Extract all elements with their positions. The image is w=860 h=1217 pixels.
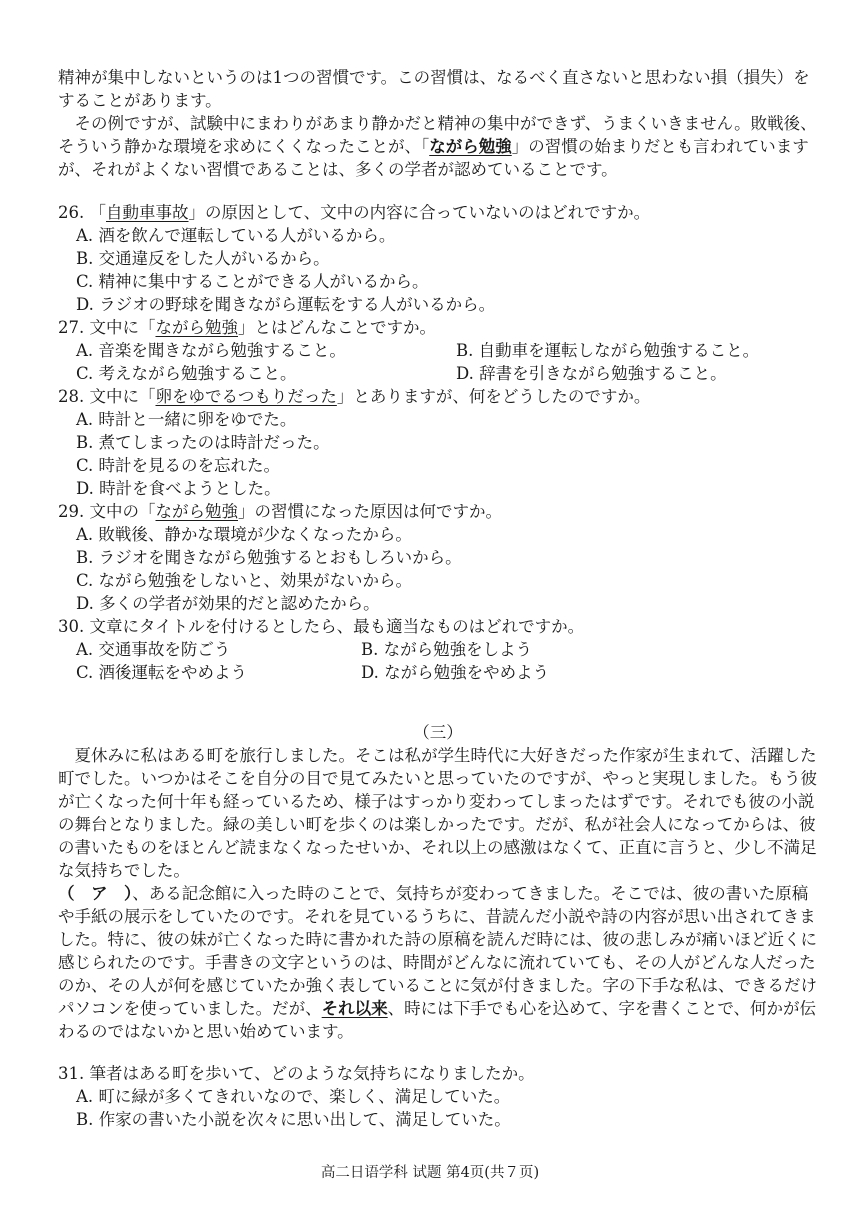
option-b: B. ながら勉強をしよう bbox=[361, 640, 533, 659]
question-stem: 28. 文中に「卵をゆでるつもりだった」とありますが、何をどうしたのですか。 bbox=[58, 387, 651, 406]
question-28 bbox=[58, 385, 818, 500]
option-a: A. 酒を飲んで運転している人がいるから。 bbox=[76, 226, 396, 245]
intro-paragraph-2: その例ですが、試験中にまわりがあまり静かだと精神の集中ができず、うまくいきません。敗戦後、そういう静かな環境を求めにくくなったことが、「ながら勉強」の習慣の始まりだとも言われていますが、それがよくない習慣であることは、多くの学者が認めていることです。 bbox=[58, 114, 817, 179]
exam-page bbox=[58, 66, 818, 1131]
underlined-phrase: それ以来 bbox=[321, 999, 388, 1018]
passage-paragraph-2: （ ア ）、ある記念館に入った時のことで、気持ちが変わってきました。そこでは、彼の書いた原稿や手紙の展示をしていたのです。それを見ているうちに、昔読んだ小説や詩の内容が思い出されてきました。特に、彼の妹が亡くなった時に書かれた詩の原稿を読んだ時には、彼の悲しみが痛いほど近くに感じられたのです。手書きの文字というのは、時間がどんなに流れていても、その人がどんな人だったのか、その人が何を感じていたか強く表していることに気が付きました。字の下手な私は、できるだけパソコンを使っていました。だが、それ以来、時には下手でも心を込めて、字を書くことで、何かが伝わるのではないかと思い始めています。 bbox=[58, 884, 817, 1041]
option-a: A. 町に緑が多くてきれいなので、楽しく、満足していた。 bbox=[76, 1087, 511, 1106]
question-30 bbox=[58, 615, 818, 684]
underlined-phrase: ながら勉強 bbox=[429, 137, 512, 156]
option-a: A. 時計と一緒に卵をゆでた。 bbox=[76, 410, 297, 429]
page-footer: 高二日语学科 试题 第4页(共７页) bbox=[320, 1165, 540, 1181]
option-c: C. 酒後運転をやめよう bbox=[76, 663, 248, 682]
option-c: C. 精神に集中することができる人がいるから。 bbox=[76, 272, 429, 291]
blank-marker: （ ア ） bbox=[58, 884, 133, 903]
question-26 bbox=[58, 201, 818, 316]
option-b: B. 作家の書いた小説を次々に思い出して、満足していた。 bbox=[76, 1110, 511, 1129]
question-31 bbox=[58, 1062, 818, 1131]
option-d: D. ラジオの野球を聞きながら運転をする人がいるから。 bbox=[76, 295, 496, 314]
passage-paragraph-1: 夏休みに私はある町を旅行しました。そこは私が学生時代に大好きだった作家が生まれて、活躍した町でした。いつかはそこを自分の目で見てみたいと思っていたのですが、やっと実現しました。もう彼が亡くなった何十年も経っているため、様子はすっかり変わってしまったはずです。それでも彼の小説の舞台となりました。緑の美しい町を歩くのは楽しかったです。だが、私が社会人になってからは、彼の書いたものをほとんど読まなくなったせいか、それ以上の感激はなくて、正直に言うと、少し不満足な気持ちでした。 bbox=[58, 746, 817, 880]
option-d: D. 時計を食べようとした。 bbox=[76, 479, 281, 498]
option-d: D. 辞書を引きながら勉強すること。 bbox=[456, 364, 727, 383]
option-a: A. 音楽を聞きながら勉強すること。 bbox=[76, 341, 346, 360]
question-27 bbox=[58, 316, 818, 385]
option-b: B. 交通違反をした人がいるから。 bbox=[76, 249, 330, 268]
section-heading: （三） bbox=[413, 723, 463, 742]
option-a: A. 敗戦後、静かな環境が少なくなったから。 bbox=[76, 525, 412, 544]
option-c: C. 考えながら勉強すること。 bbox=[76, 364, 297, 383]
option-c: C. ながら勉強をしないと、効果がないから。 bbox=[76, 571, 413, 590]
option-c: C. 時計を見るのを忘れた。 bbox=[76, 456, 281, 475]
question-stem: 27. 文中に「ながら勉強」とはどんなことですか。 bbox=[58, 318, 436, 337]
question-stem: 26. 「自動車事故」の原因として、文中の内容に合っていないのはどれですか。 bbox=[58, 203, 651, 222]
option-d: D. ながら勉強をやめよう bbox=[361, 663, 550, 682]
question-29 bbox=[58, 500, 818, 615]
question-stem: 31. 筆者はある町を歩いて、どのような気持ちになりましたか。 bbox=[58, 1064, 535, 1083]
question-stem: 30. 文章にタイトルを付けるとしたら、最も適当なものはどれですか。 bbox=[58, 617, 585, 636]
option-b: B. ラジオを聞きながら勉強するとおもしろいから。 bbox=[76, 548, 462, 567]
intro-paragraph-1: 精神が集中しないというのは1つの習慣です。この習慣は、なるべく直さないと思わない損（損失）をすることがあります。 bbox=[58, 68, 810, 110]
option-a: A. 交通事故を防ごう bbox=[76, 640, 231, 659]
option-b: B. 煮てしまったのは時計だった。 bbox=[76, 433, 330, 452]
question-stem: 29. 文中の「ながら勉強」の習慣になった原因は何ですか。 bbox=[58, 502, 502, 521]
option-b: B. 自動車を運転しながら勉強すること。 bbox=[456, 341, 760, 360]
option-d: D. 多くの学者が効果的だと認めたから。 bbox=[76, 594, 380, 613]
